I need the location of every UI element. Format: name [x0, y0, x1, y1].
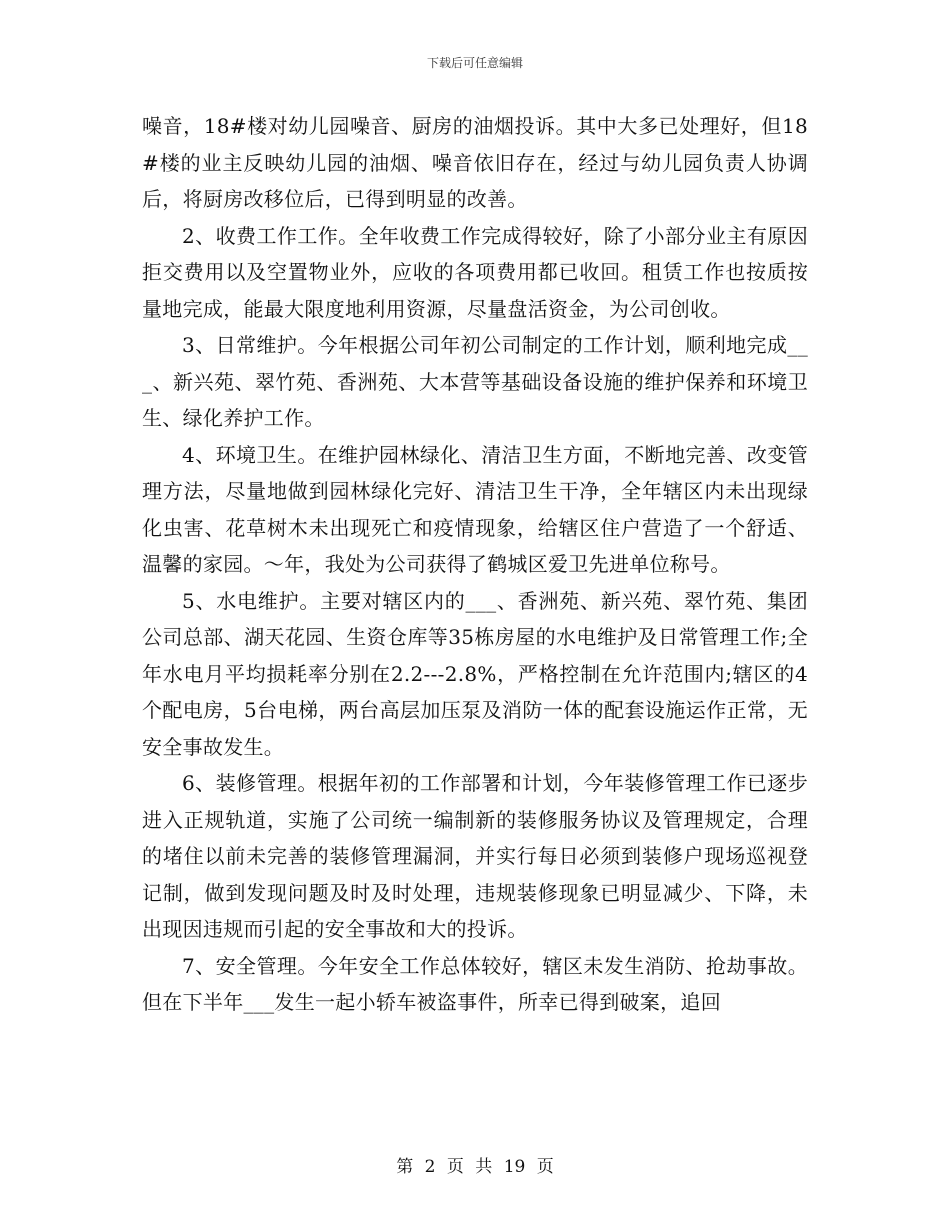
paragraph-fee-collection: 2、收费工作工作。全年收费工作完成得较好，除了小部分业主有原因拒交费用以及空置物业外，应收的各项费用都已收回。租赁工作也按质按量地完成，能最大限度地利用资源，尽量盘活资金，为公司创收。: [142, 223, 808, 321]
page-number: 第 2 页 共 19 页: [396, 1157, 554, 1177]
paragraph-renovation-management: 6、装修管理。根据年初的工作部署和计划，今年装修管理工作已逐步进入正规轨道，实施了公司统一编制新的装修服务协议及管理规定，合理的堵住以前未完善的装修管理漏洞，并实行每日必须到装修户现场巡视登记制，做到发现问题及时及时处理，违规装修现象已明显减少、下降，未出现因违规而引起的安全事故和大的投诉。: [142, 771, 808, 941]
document-body: [142, 108, 808, 1021]
page-header: 下载后可任意编辑: [426, 56, 523, 70]
paragraph-safety-management: 7、安全管理。今年安全工作总体较好，辖区未发生消防、抢劫事故。但在下半年___发生一起小轿车被盗事件，所幸已得到破案，追回: [142, 953, 808, 1014]
paragraph-environment-sanitation: 4、环境卫生。在维护园林绿化、清洁卫生方面，不断地完善、改变管理方法，尽量地做到园林绿化完好、清洁卫生干净，全年辖区内未出现绿化虫害、花草树木未出现死亡和疫情现象，给辖区住户营造了一个舒适、温馨的家园。～年，我处为公司获得了鹤城区爱卫先进单位称号。: [142, 442, 808, 576]
paragraph-water-electric-maintenance: 5、水电维护。主要对辖区内的___、香洲苑、新兴苑、翠竹苑、集团公司总部、湖天花园、生资仓库等35栋房屋的水电维护及日常管理工作;全年水电月平均损耗率分别在2.2---2.8%，严格控制在允许范围内;辖区的4个配电房，5台电梯，两台高层加压泵及消防一体的配套设施运作正常，无安全事故发生。: [142, 588, 808, 759]
paragraph-daily-maintenance: 3、日常维护。今年根据公司年初公司制定的工作计划，顺利地完成___、新兴苑、翠竹苑、香洲苑、大本营等基础设备设施的维护保养和环境卫生、绿化养护工作。: [142, 333, 808, 430]
paragraph-continuation: 噪音，18#楼对幼儿园噪音、厨房的油烟投诉。其中大多已处理好，但18#楼的业主反映幼儿园的油烟、噪音依旧存在，经过与幼儿园负责人协调后，将厨房改移位后，已得到明显的改善。: [142, 114, 808, 211]
